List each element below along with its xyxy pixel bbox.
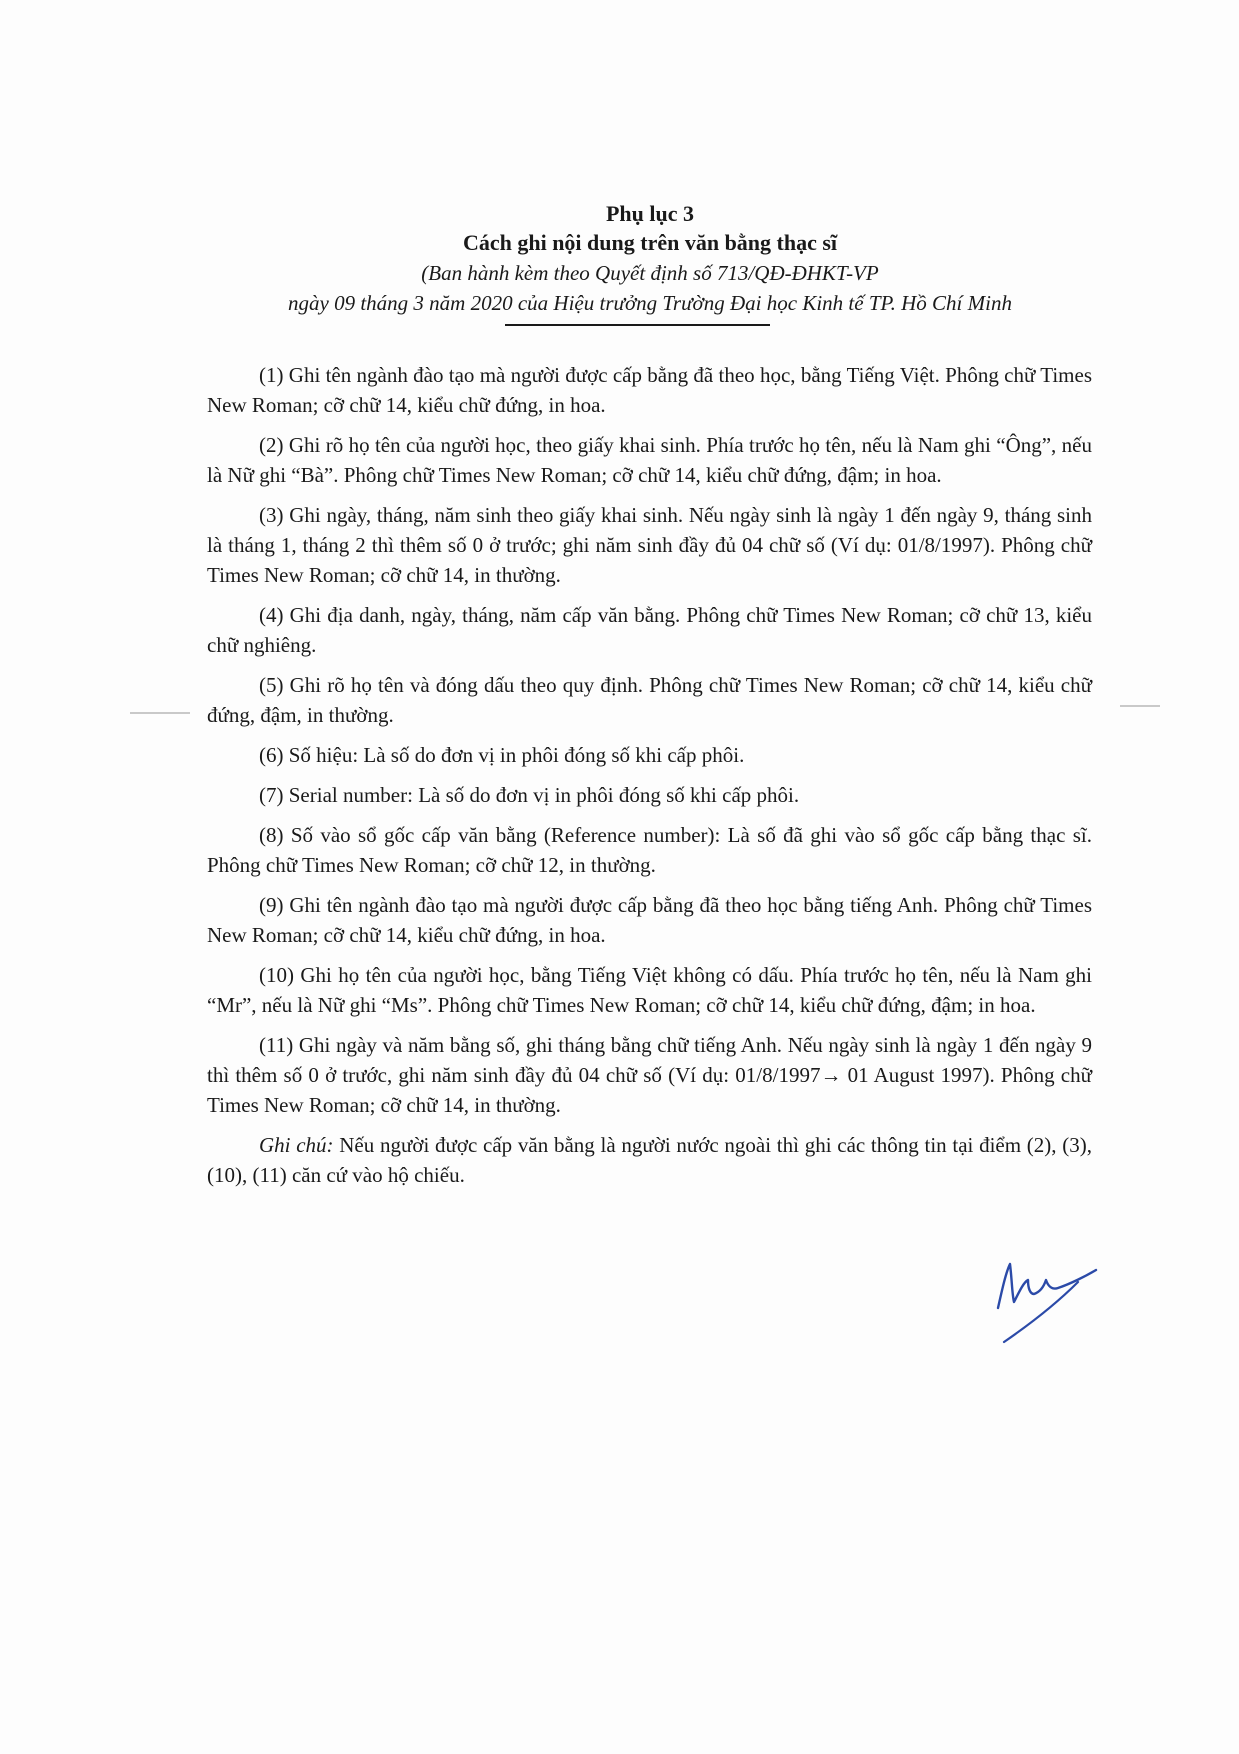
paragraph-6: (6) Số hiệu: Là số do đơn vị in phôi đóng số khi cấp phôi. (259, 743, 745, 767)
paragraph-3: (3) Ghi ngày, tháng, năm sinh theo giấy khai sinh. Nếu ngày sinh là ngày 1 đến ngày 9, tháng sinh là tháng 1, tháng 2 thì thêm số 0 ở trước; ghi năm sinh đầy đủ 04 chữ số (Ví dụ: 01/8/1997). Phông chữ Times New Roman; cỡ chữ 14, in thường. (207, 503, 1092, 587)
paragraph-1: (1) Ghi tên ngành đào tạo mà người được cấp bằng đã theo học, bằng Tiếng Việt. Phông chữ Times New Roman; cỡ chữ 14, kiểu chữ đứng, in hoa. (207, 363, 1092, 417)
paragraph-5: (5) Ghi rõ họ tên và đóng dấu theo quy định. Phông chữ Times New Roman; cỡ chữ 14, kiểu chữ đứng, đậm, in thường. (207, 673, 1092, 727)
note-label: Ghi chú: (259, 1133, 334, 1157)
paragraph-9: (9) Ghi tên ngành đào tạo mà người được cấp bằng đã theo học bằng tiếng Anh. Phông chữ Times New Roman; cỡ chữ 14, kiểu chữ đứng, in hoa. (207, 893, 1092, 947)
scan-mark-right (1120, 705, 1160, 707)
document-body (207, 360, 1092, 1200)
paragraph-7: (7) Serial number: Là số do đơn vị in phôi đóng số khi cấp phôi. (259, 783, 800, 807)
issued-line-1: (Ban hành kèm theo Quyết định số 713/QĐ-ĐHKT-VP (421, 261, 879, 285)
note-paragraph (207, 1130, 1092, 1190)
paragraph-11: (11) Ghi ngày và năm bằng số, ghi tháng bằng chữ tiếng Anh. Nếu ngày sinh là ngày 1 đến ngày 9 thì thêm số 0 ở trước, ghi năm sinh đầy đủ 04 chữ số (Ví dụ: 01/8/1997→ 01 August 1997). Phông chữ Times New Roman; cỡ chữ 14, in thường. (207, 1033, 1092, 1117)
note-text: Nếu người được cấp văn bằng là người nước ngoài thì ghi các thông tin tại điểm (2), (3), (10), (11) căn cứ vào hộ chiếu. (207, 1133, 1092, 1187)
signature-icon (990, 1250, 1105, 1350)
paragraph-8: (8) Số vào sổ gốc cấp văn bằng (Reference number): Là số đã ghi vào sổ gốc cấp bằng thạc sĩ. Phông chữ Times New Roman; cỡ chữ 12, in thường. (207, 823, 1092, 877)
paragraph-2: (2) Ghi rõ họ tên của người học, theo giấy khai sinh. Phía trước họ tên, nếu là Nam ghi “Ông”, nếu là Nữ ghi “Bà”. Phông chữ Times New Roman; cỡ chữ 14, kiểu chữ đứng, đậm; in hoa. (207, 433, 1092, 487)
paragraph-10: (10) Ghi họ tên của người học, bằng Tiếng Việt không có dấu. Phía trước họ tên, nếu là Nam ghi “Mr”, nếu là Nữ ghi “Ms”. Phông chữ Times New Roman; cỡ chữ 14, kiểu chữ đứng, đậm; in hoa. (207, 963, 1092, 1017)
scan-mark-left (130, 712, 190, 714)
appendix-heading: Phụ lục 3 (605, 201, 695, 226)
document-header (200, 200, 1100, 318)
paragraph-4: (4) Ghi địa danh, ngày, tháng, năm cấp văn bằng. Phông chữ Times New Roman; cỡ chữ 13, kiểu chữ nghiêng. (207, 603, 1092, 657)
issued-line-2: ngày 09 tháng 3 năm 2020 của Hiệu trưởng Trường Đại học Kinh tế TP. Hồ Chí Minh (288, 291, 1012, 315)
header-underline (505, 324, 770, 326)
document-title: Cách ghi nội dung trên văn bằng thạc sĩ (462, 230, 838, 255)
